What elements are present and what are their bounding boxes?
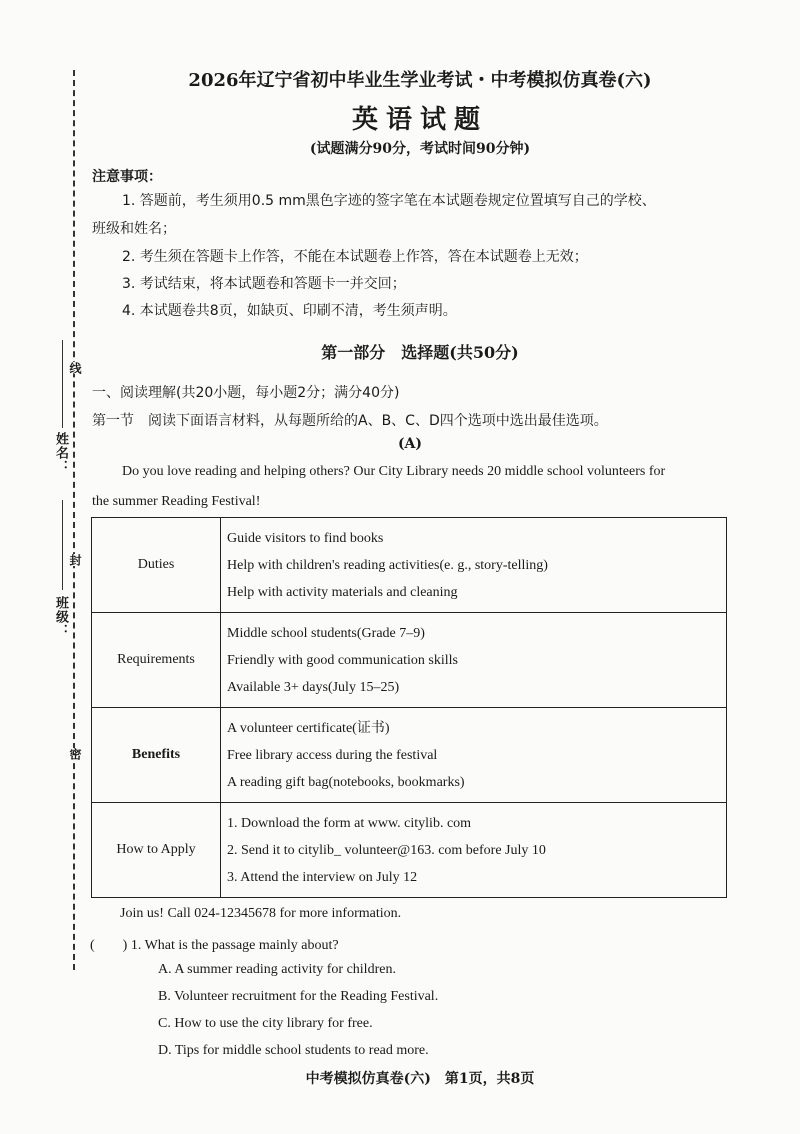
row-line: A volunteer certificate(证书) bbox=[227, 720, 390, 736]
exam-title: 2026年辽宁省初中毕业生学业考试・中考模拟仿真卷(六) bbox=[188, 70, 652, 91]
table-row bbox=[92, 518, 727, 613]
passage-intro bbox=[92, 457, 732, 517]
row-content bbox=[221, 708, 727, 803]
seal-mark-line: 线 bbox=[68, 362, 82, 374]
row-label-how-to-apply: How to Apply bbox=[92, 803, 221, 898]
row-content bbox=[221, 613, 727, 708]
table-row bbox=[92, 613, 727, 708]
row-line: 2. Send it to citylib_ volunteer@163. com before July 10 bbox=[227, 842, 546, 858]
name-label: 姓名： bbox=[53, 432, 68, 474]
option-a: A. A summer reading activity for children. bbox=[158, 962, 396, 977]
volunteer-info-table bbox=[91, 517, 727, 898]
binding-dashed-line bbox=[73, 70, 75, 970]
row-line: Available 3+ days(July 15–25) bbox=[227, 679, 400, 695]
section-description: 第一节 阅读下面语言材料，从每题所给的A、B、C、D四个选项中选出最佳选项。 bbox=[92, 413, 608, 429]
seal-mark-secret: 密 bbox=[68, 748, 82, 760]
row-line: Help with activity materials and cleaning bbox=[227, 584, 458, 600]
option-c: C. How to use the city library for free. bbox=[158, 1016, 373, 1031]
row-line: 1. Download the form at www. citylib. com bbox=[227, 815, 472, 831]
row-label-benefits: Benefits bbox=[92, 708, 221, 803]
subject-title: 英语试题 bbox=[351, 105, 488, 135]
row-line: Guide visitors to find books bbox=[227, 530, 384, 546]
notice-item: 班级和姓名； bbox=[92, 221, 176, 237]
notice-item: 4. 本试题卷共8页，如缺页、印刷不清，考生须声明。 bbox=[122, 303, 457, 319]
notice-item: 3. 考试结束，将本试题卷和答题卡一并交回； bbox=[122, 276, 406, 292]
row-label-requirements: Requirements bbox=[92, 613, 221, 708]
row-line: Free library access during the festival bbox=[227, 747, 438, 763]
option-b: B. Volunteer recruitment for the Reading Festival. bbox=[158, 989, 439, 1004]
part-title: 第一部分 选择题(共50分) bbox=[321, 343, 519, 362]
row-line: Middle school students(Grade 7–9) bbox=[227, 625, 425, 641]
section-heading: 一、阅读理解(共20小题，每小题2分；满分40分) bbox=[92, 385, 400, 401]
row-line: Friendly with good communication skills bbox=[227, 652, 458, 668]
intro-line: the summer Reading Festival! bbox=[92, 494, 261, 509]
score-time-note: (试题满分90分，考试时间90分钟) bbox=[309, 141, 531, 157]
option-d: D. Tips for middle school students to read more. bbox=[158, 1043, 429, 1058]
table-row bbox=[92, 803, 727, 898]
notice-item: 2. 考生须在答题卡上作答，不能在本试题卷上作答，答在本试题卷上无效； bbox=[122, 249, 588, 265]
page-footer: 中考模拟仿真卷(六) 第1页，共8页 bbox=[305, 1071, 535, 1087]
row-content bbox=[221, 803, 727, 898]
table-row bbox=[92, 708, 727, 803]
class-blank-line bbox=[62, 500, 63, 590]
notice-item: 1. 答题前，考生须用0.5 mm黑色字迹的签字笔在本试题卷规定位置填写自己的学校、 bbox=[122, 193, 656, 209]
row-line: Help with children's reading activities(e. g., story-telling) bbox=[227, 557, 548, 573]
intro-line: Do you love reading and helping others? Our City Library needs 20 middle school volunteers for bbox=[122, 464, 666, 479]
contact-line: Join us! Call 024-12345678 for more information. bbox=[120, 906, 402, 921]
question-stem: ( ) 1. What is the passage mainly about? bbox=[90, 938, 339, 953]
seal-mark-seal: 封 bbox=[68, 554, 82, 566]
row-line: A reading gift bag(notebooks, bookmarks) bbox=[227, 774, 465, 790]
passage-label: (A) bbox=[397, 436, 423, 452]
row-content bbox=[221, 518, 727, 613]
notice-heading: 注意事项： bbox=[92, 169, 162, 185]
row-line: 3. Attend the interview on July 12 bbox=[227, 869, 418, 885]
name-blank-line bbox=[62, 340, 63, 428]
class-label: 班级： bbox=[53, 596, 68, 638]
row-label-duties: Duties bbox=[92, 518, 221, 613]
